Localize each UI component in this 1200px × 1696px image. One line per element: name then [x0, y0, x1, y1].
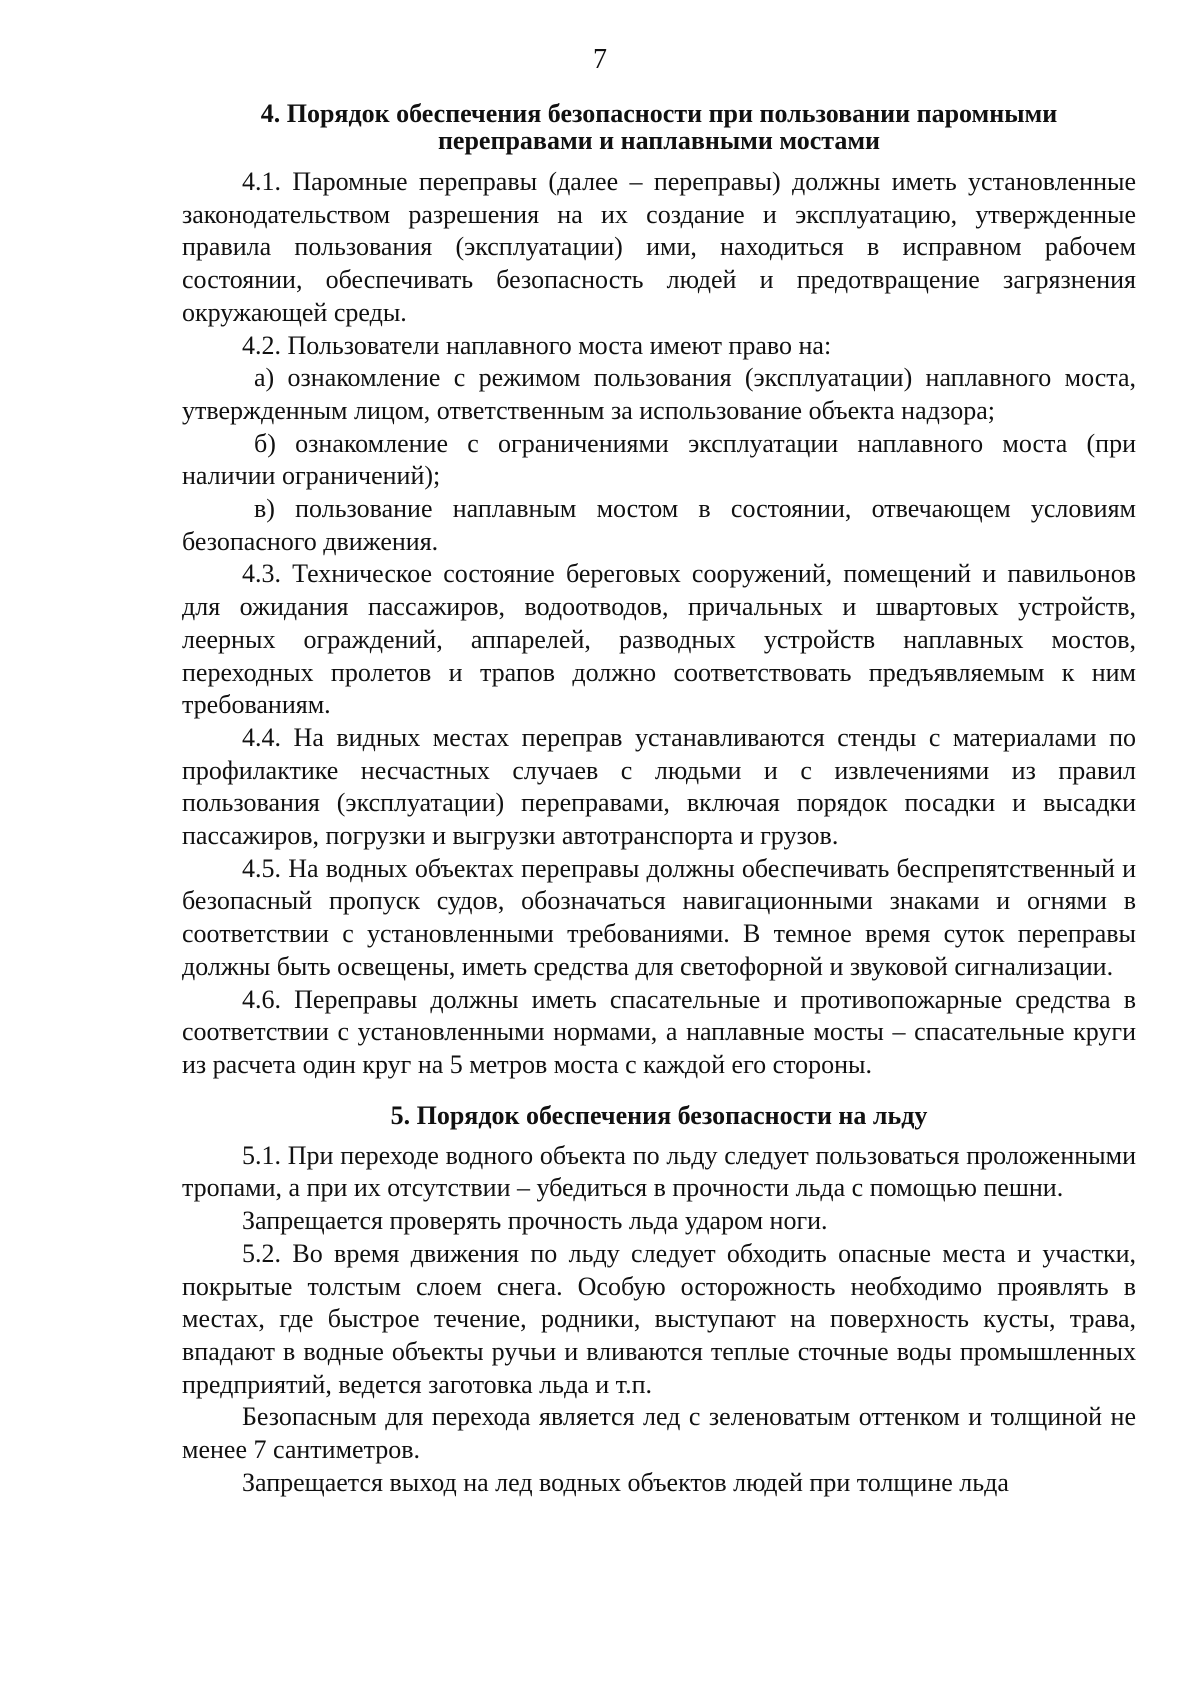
paragraph-4-4: 4.4. На видных местах переправ устанавливаются стенды с материалами по профилактике несчастных случаев с людьми и с извлечениями из правил пользования (эксплуатации) переправами, включая порядок посадки и высадки пассажиров, погрузки и выгрузки автотранспорта и грузов. [182, 722, 1136, 851]
paragraph-4-2: 4.2. Пользователи наплавного моста имеют право на: [242, 330, 832, 360]
section-4-heading-line1: 4. Порядок обеспечения безопасности при пользовании паромными [260, 99, 1058, 128]
paragraph-5-2: 5.2. Во время движения по льду следует обходить опасные места и участки, покрытые толстым слоем снега. Особую осторожность необходимо проявлять в местах, где быстрое течение, родники, выступают на поверхность кусты, трава, впадают в водные объекты ручьи и вливаются теплые сточные воды промышленных предприятий, ведется заготовка льда и т.п. [182, 1238, 1136, 1399]
paragraph-4-5: 4.5. На водных объектах переправы должны обеспечивать беспрепятственный и безопасный пропуск судов, обозначаться навигационными знаками и огнями в соответствии с установленными требованиями. В темное время суток переправы должны быть освещены, иметь средства для светофорной и звуковой сигнализации. [182, 853, 1136, 981]
paragraph-4-3: 4.3. Техническое состояние береговых сооружений, помещений и павильонов для ожидания пассажиров, водоотводов, причальных и швартовых устройств, леерных ограждений, аппарелей, разводных устройств наплавных мостов, переходных пролетов и трапов должно соответствовать предъявляемым к ним требованиям. [182, 559, 1136, 720]
paragraph-4-2-b: б) ознакомление с ограничениями эксплуатации наплавного моста (при наличии ограничений); [182, 428, 1136, 491]
paragraph-4-6: 4.6. Переправы должны иметь спасательные и противопожарные средства в соответствии с установленными нормами, а наплавные мосты – спасательные круги из расчета один круг на 5 метров моста с каждой его стороны. [182, 984, 1136, 1079]
paragraph-5-1-note: Запрещается проверять прочность льда ударом ноги. [242, 1206, 828, 1236]
section-5-heading: 5. Порядок обеспечения безопасности на льду [390, 1100, 928, 1130]
paragraph-4-1: 4.1. Паромные переправы (далее – переправы) должны иметь установленные законодательством разрешения на их создание и эксплуатацию, утвержденные правила пользования (эксплуатации) ими, находиться в исправном рабочем состоянии, обеспечивать безопасность людей и предотвращение загрязнения окружающей среды. [182, 167, 1136, 327]
paragraph-5-1: 5.1. При переходе водного объекта по льду следует пользоваться проложенными тропами, а при их отсутствии – убедиться в прочности льда с помощью пешни. [182, 1140, 1136, 1203]
paragraph-4-2-a: а) ознакомление с режимом пользования (эксплуатации) наплавного моста, утвержденным лицом, ответственным за использование объекта надзора; [182, 363, 1136, 425]
section-4-heading [182, 100, 1136, 154]
paragraph-5-2-forbidden: Запрещается выход на лед водных объектов людей при толщине льда [242, 1467, 1009, 1497]
paragraph-4-2-c: в) пользование наплавным мостом в состоянии, отвечающем условиям безопасного движения. [182, 494, 1136, 556]
document-body [182, 100, 1136, 1499]
page-number: 7 [593, 44, 607, 75]
paragraph-5-2-safe-ice: Безопасным для перехода является лед с зеленоватым оттенком и толщиной не менее 7 сантиметров. [182, 1402, 1136, 1465]
section-4-heading-line2: переправами и наплавными мостами [437, 126, 881, 155]
